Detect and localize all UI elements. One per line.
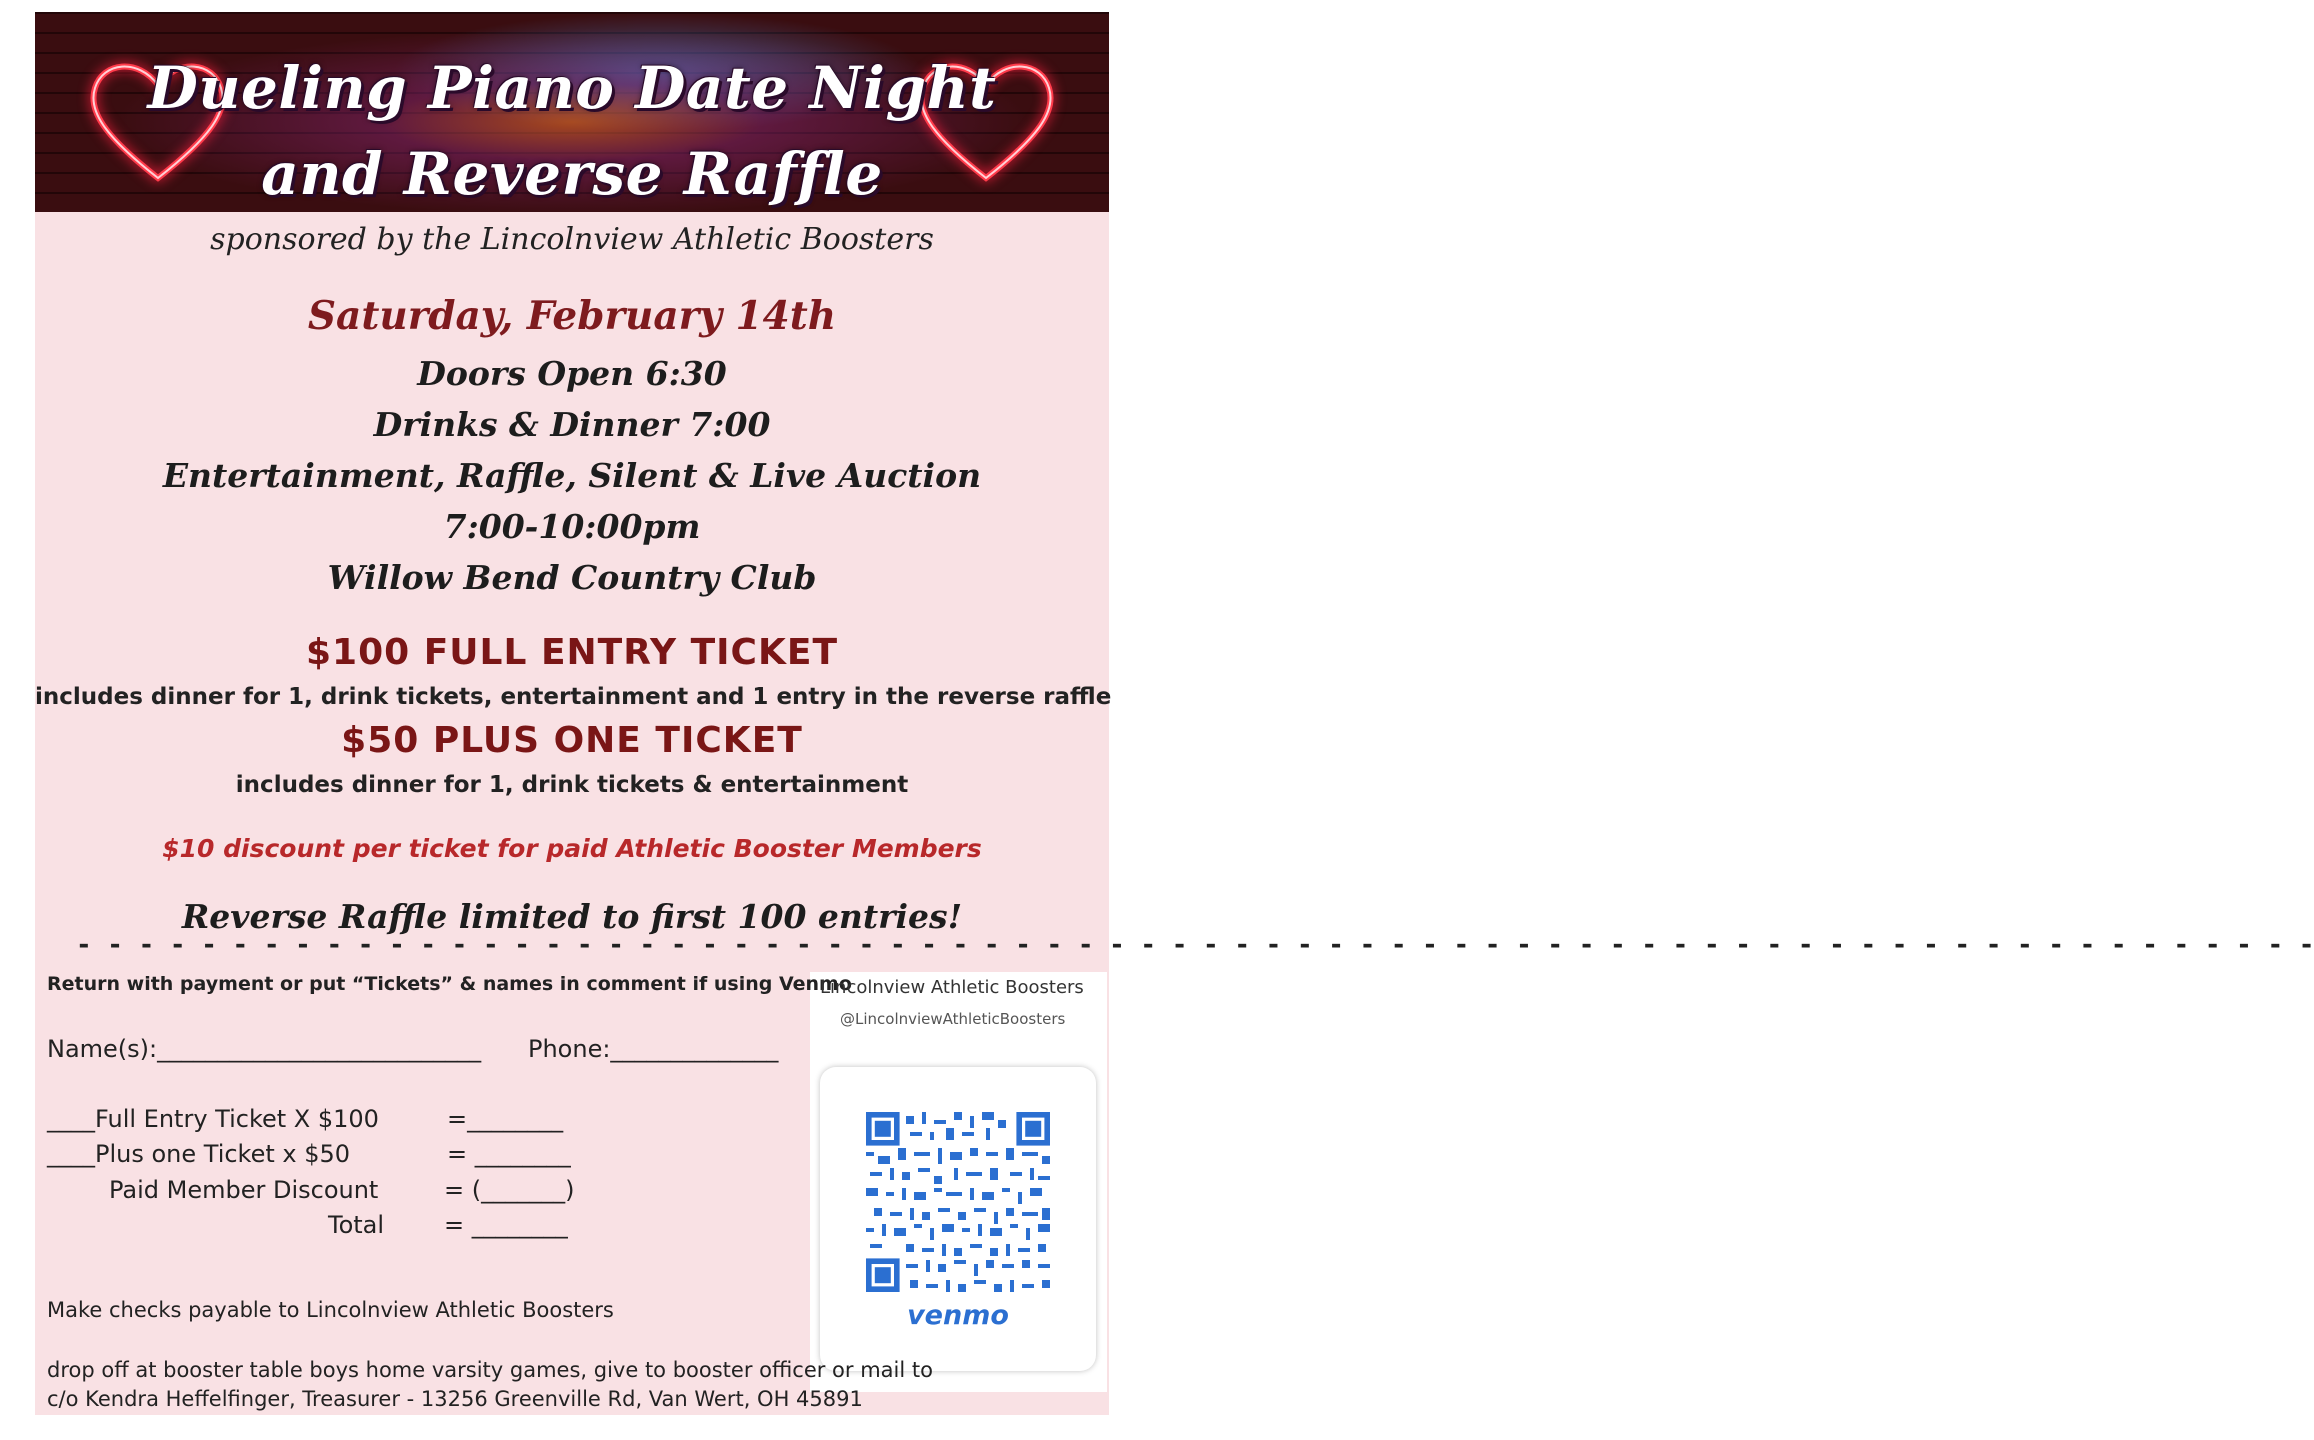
phone-field[interactable]: Phone:______________ xyxy=(528,1035,779,1063)
dinner-time: Drinks & Dinner 7:00 xyxy=(373,405,771,444)
member-discount-field[interactable]: = (_______) xyxy=(444,1176,575,1204)
member-discount-label: Paid Member Discount xyxy=(109,1176,379,1204)
event-date: Saturday, February 14th xyxy=(307,293,837,339)
cut-line-divider: - - - - - - - - - - - - - - - - - - - - - - - - - - - - - - - - - - - - - - - - - - - - - - - - - - - - - - - - - - - - - - - - - - - - - - - - xyxy=(76,930,2314,960)
member-discount-note: $10 discount per ticket for paid Athletic Booster Members xyxy=(162,834,982,863)
names-field[interactable]: Name(s):___________________________ xyxy=(47,1035,482,1063)
total-field[interactable]: = ________ xyxy=(444,1211,568,1239)
event-venue: Willow Bend Country Club xyxy=(327,558,817,597)
venmo-logo: venmo xyxy=(907,1300,1009,1331)
banner-title-line1: Dueling Piano Date Night xyxy=(147,54,997,122)
return-instructions: Return with payment or put “Tickets” & names in comment if using Venmo xyxy=(47,973,852,995)
banner-title-line2: and Reverse Raffle xyxy=(261,140,883,208)
dropoff-instructions-line2: c/o Kendra Heffelfinger, Treasurer - 13256 Greenville Rd, Van Wert, OH 45891 xyxy=(47,1387,863,1411)
venmo-account-name: Lincolnview Athletic Boosters xyxy=(820,977,1084,998)
venmo-handle: @LincolnviewAthleticBoosters xyxy=(840,1010,1066,1028)
header-banner xyxy=(35,12,1109,212)
plus-one-ticket-title: $50 PLUS ONE TICKET xyxy=(341,720,803,761)
full-entry-total-field[interactable]: =________ xyxy=(447,1105,564,1133)
checks-payable-note: Make checks payable to Lincolnview Athletic Boosters xyxy=(47,1298,614,1322)
qr-code-icon[interactable] xyxy=(866,1112,1050,1292)
doors-open-time: Doors Open 6:30 xyxy=(417,354,727,393)
raffle-limit-note: Reverse Raffle limited to first 100 entries! xyxy=(181,897,963,936)
event-time: 7:00-10:00pm xyxy=(443,507,701,546)
entertainment-line: Entertainment, Raffle, Silent & Live Auction xyxy=(162,456,982,495)
dropoff-instructions-line1: drop off at booster table boys home varsity games, give to booster officer or mail to xyxy=(47,1358,933,1382)
total-label: Total xyxy=(328,1211,385,1239)
sponsor-line: sponsored by the Lincolnview Athletic Boosters xyxy=(210,222,934,257)
full-entry-ticket-title: $100 FULL ENTRY TICKET xyxy=(305,632,838,673)
full-entry-quantity-field[interactable]: ____Full Entry Ticket X $100 xyxy=(47,1105,379,1133)
plus-one-ticket-description: includes dinner for 1, drink tickets & entertainment xyxy=(235,772,909,798)
plus-one-quantity-field[interactable]: ____Plus one Ticket x $50 xyxy=(47,1140,351,1168)
full-entry-ticket-description: includes dinner for 1, drink tickets, entertainment and 1 entry in the reverse raffle xyxy=(35,684,1112,710)
plus-one-total-field[interactable]: = ________ xyxy=(447,1140,571,1168)
